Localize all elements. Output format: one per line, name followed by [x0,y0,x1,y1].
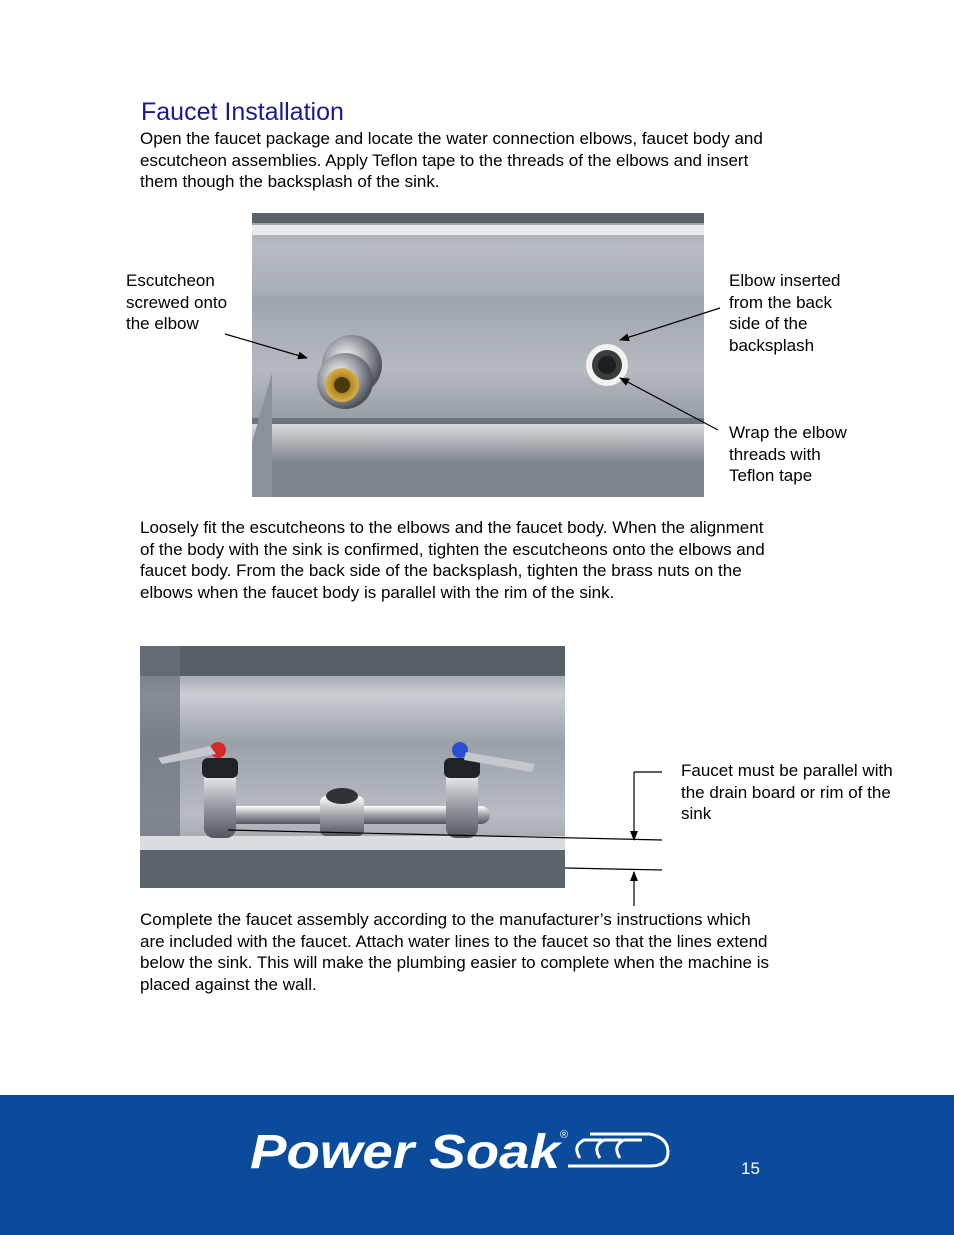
escutcheon-label: Escutcheon screwed onto the elbow [126,271,228,334]
svg-text:Power Soak: Power Soak [250,1126,563,1174]
elbow-inserted-label: Elbow inserted from the back side of the backsplash [729,271,841,355]
page-number: 15 [741,1159,760,1178]
alignment-paragraph: Loosely fit the escutcheons to the elbows and the faucet body. When the alignment of the body with the sink is confirmed, tighten the escutcheons onto the elbows and faucet body. From the back side of the backsplash, tighten the brass nuts on the elbows when the faucet body is parallel with the rim of the sink. [140,518,765,602]
completion-paragraph: Complete the faucet assembly according to the manufacturer’s instructions which are included with the faucet. Attach water lines to the faucet so that the lines extend below the sink. This will make the plumbing easier to complete when the machine is placed against the wall. [140,910,769,994]
teflon-tape-label: Wrap the elbow threads with Teflon tape [729,423,847,486]
page-title: Faucet Installation [141,98,344,126]
intro-paragraph: Open the faucet package and locate the water connection elbows, faucet body and escutcheon assemblies. Apply Teflon tape to the threads of the elbows and insert them though the backsplash of the sink. [140,129,763,192]
parallel-label: Faucet must be parallel with the drain board or rim of the sink [681,761,893,824]
svg-text:®: ® [560,1129,569,1141]
power-soak-logo [250,1118,670,1179]
